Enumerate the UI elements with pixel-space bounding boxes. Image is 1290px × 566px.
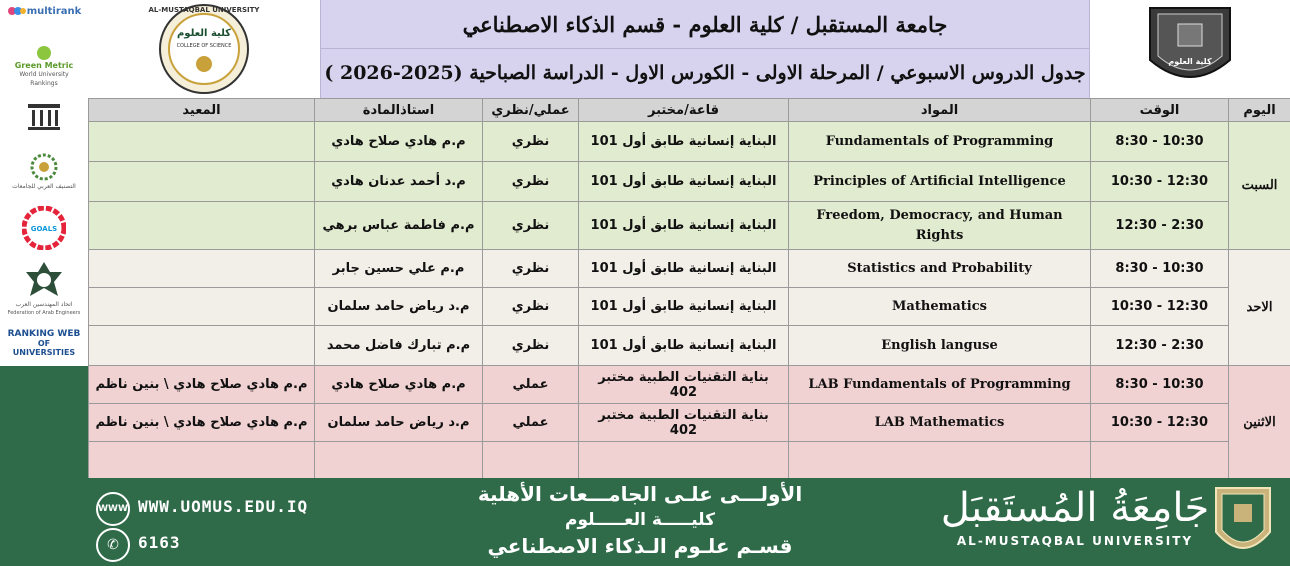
type-cell: نظري xyxy=(483,202,579,250)
room-cell: البناية إنسانية طابق أول 101 xyxy=(579,202,789,250)
assistant-cell xyxy=(89,442,315,480)
sdg-goals-logo xyxy=(6,204,82,252)
assistant-cell xyxy=(89,250,315,288)
instructor-cell: م.د رياض حامد سلمان xyxy=(315,288,483,326)
table-row xyxy=(89,404,1290,442)
time-cell: 10:30 - 12:30 xyxy=(1091,288,1229,326)
header-instructor: استاذالمادة xyxy=(315,99,483,122)
time-cell: 8:30 - 10:30 xyxy=(1091,250,1229,288)
type-cell xyxy=(483,442,579,480)
instructor-cell xyxy=(315,442,483,480)
instructor-cell: م.م علي حسين جابر xyxy=(315,250,483,288)
arab-ranking-label: التصنيف العربي للجامعات xyxy=(12,182,76,190)
footer-slogan xyxy=(400,480,880,560)
page-subtitle: جدول الدروس الاسبوعي / المرحلة الاولى - الكورس الاول - الدراسة الصباحية (2025-2026 ) xyxy=(324,62,1086,84)
phone-icon: ✆ xyxy=(96,528,130,562)
instructor-cell: م.م فاطمة عباس برهي xyxy=(315,202,483,250)
header-time: الوقت xyxy=(1091,99,1229,122)
instructor-cell: م.م هادي صلاح هادي xyxy=(315,366,483,404)
time-cell: 12:30 - 2:30 xyxy=(1091,202,1229,250)
greenmetric-icon xyxy=(34,45,54,61)
assistant-cell: م.م هادي صلاح هادي \ بنين ناظم xyxy=(89,366,315,404)
sdg-label: GOALS xyxy=(30,225,58,233)
day-monday: الاثنين xyxy=(1229,366,1290,480)
room-cell: البناية إنسانية طابق أول 101 xyxy=(579,162,789,202)
instructor-cell: م.د رياض حامد سلمان xyxy=(315,404,483,442)
university-crest-icon xyxy=(1212,484,1274,558)
footer-slogan-line-3: قسـم علـوم الـذكاء الاصطناعي xyxy=(487,534,793,558)
arab-engineers-label: اتحاد المهندسين العرب xyxy=(15,301,73,308)
time-cell: 8:30 - 10:30 xyxy=(1091,122,1229,162)
webometrics-line-2: OF UNIVERSITIES xyxy=(12,338,76,357)
arab-engineers-icon xyxy=(22,260,66,300)
type-cell: نظري xyxy=(483,288,579,326)
day-saturday: السبت xyxy=(1229,122,1290,250)
footer-slogan-line-1: الأولـــى علـى الجامـــعات الأهلية xyxy=(477,482,803,506)
type-cell: نظري xyxy=(483,122,579,162)
table-row xyxy=(89,366,1290,404)
subject-cell: Freedom, Democracy, and Human Rights xyxy=(789,202,1091,250)
sdg-wheel-icon xyxy=(22,206,66,250)
day-sunday: الاحد xyxy=(1229,250,1290,366)
multirank-label: multirank xyxy=(26,5,82,17)
www-globe-icon: WWW xyxy=(96,492,130,526)
time-cell: 12:30 - 2:30 xyxy=(1091,326,1229,366)
university-shield-text: كلية العلوم xyxy=(1168,57,1212,66)
subject-cell: English languse xyxy=(789,326,1091,366)
assistant-cell: م.م هادي صلاح هادي \ بنين ناظم xyxy=(89,404,315,442)
table-row xyxy=(89,122,1290,162)
header-day: اليوم xyxy=(1229,99,1290,122)
university-shield-icon xyxy=(1090,0,1290,98)
assistant-cell xyxy=(89,122,315,162)
type-cell: نظري xyxy=(483,162,579,202)
webometrics-line-1: RANKING WEB xyxy=(7,328,81,339)
time-cell: 8:30 - 10:30 xyxy=(1091,366,1229,404)
page-title: جامعة المستقبل / كلية العلوم - قسم الذكاء الاصطناعي xyxy=(320,0,1090,49)
assistant-cell xyxy=(89,162,315,202)
subject-cell: Statistics and Probability xyxy=(789,250,1091,288)
table-row xyxy=(89,162,1290,202)
greenmetric-sublabel: World University Rankings xyxy=(19,70,69,87)
time-cell: 10:30 - 12:30 xyxy=(1091,404,1229,442)
college-seal-en: COLLEGE OF SCIENCE xyxy=(176,43,232,49)
rankings-sidebar xyxy=(0,0,89,366)
instructor-cell: م.م تبارك فاضل محمد xyxy=(315,326,483,366)
college-seal-ar: كلية العلوم xyxy=(176,28,232,39)
room-cell: البناية إنسانية طابق أول 101 xyxy=(579,326,789,366)
table-row xyxy=(89,250,1290,288)
table-header-row xyxy=(89,99,1290,122)
assistant-cell xyxy=(89,202,315,250)
schedule-header xyxy=(88,0,1290,98)
header-type: عملي/نظري xyxy=(483,99,579,122)
type-cell: نظري xyxy=(483,250,579,288)
assistant-cell xyxy=(89,288,315,326)
university-name-arabic: جَامِعَةُ المُستَقبَل xyxy=(940,485,1210,531)
table-row xyxy=(89,442,1290,480)
type-cell: نظري xyxy=(483,326,579,366)
arab-ranking-logo xyxy=(6,148,82,194)
header-titles xyxy=(320,0,1090,98)
table-row xyxy=(89,288,1290,326)
university-brand xyxy=(940,482,1210,548)
room-cell: البناية إنسانية طابق أول 101 xyxy=(579,288,789,326)
header-subject: المواد xyxy=(789,99,1091,122)
university-name-english: AL-MUSTAQBAL UNIVERSITY xyxy=(956,534,1194,548)
room-cell: بناية التقنيات الطبية مختبر 402 xyxy=(579,366,789,404)
website-link[interactable]: WWW.UOMUS.EDU.IQ xyxy=(138,497,309,516)
time-cell xyxy=(1091,442,1229,480)
instructor-cell: م.م هادي صلاح هادي xyxy=(315,122,483,162)
university-logo-panel xyxy=(1089,0,1290,98)
arab-engineers-en-label: Federation of Arab Engineers xyxy=(7,310,81,316)
multirank-logo xyxy=(6,0,82,22)
college-seal-ring-text: AL-MUSTAQBAL UNIVERSITY xyxy=(148,6,260,14)
footer-slogan-line-2: كليـــــة العـــــلوم xyxy=(565,510,715,530)
type-cell: عملي xyxy=(483,404,579,442)
institution-building-icon xyxy=(6,100,82,134)
webometrics-logo xyxy=(6,330,82,356)
header-room: قاعة/مختبر xyxy=(579,99,789,122)
subject-cell: LAB Fundamentals of Programming xyxy=(789,366,1091,404)
laurel-icon xyxy=(27,152,61,182)
room-cell: البناية إنسانية طابق أول 101 xyxy=(579,250,789,288)
subject-cell: Fundamentals of Programming xyxy=(789,122,1091,162)
time-cell: 10:30 - 12:30 xyxy=(1091,162,1229,202)
phone-number[interactable]: 6163 xyxy=(138,533,181,552)
room-cell xyxy=(579,442,789,480)
subject-cell: Mathematics xyxy=(789,288,1091,326)
arab-engineers-logo xyxy=(6,258,82,320)
room-cell: بناية التقنيات الطبية مختبر 402 xyxy=(579,404,789,442)
college-of-science-seal-icon xyxy=(88,0,320,98)
type-cell: عملي xyxy=(483,366,579,404)
multirank-icon xyxy=(7,5,27,17)
greenmetric-logo xyxy=(6,42,82,90)
subject-cell xyxy=(789,442,1091,480)
room-cell: البناية إنسانية طابق أول 101 xyxy=(579,122,789,162)
footer-banner xyxy=(0,478,1290,566)
table-row xyxy=(89,202,1290,250)
college-logo-panel xyxy=(88,0,321,98)
header-assistant: المعيد xyxy=(89,99,315,122)
subject-cell: Principles of Artificial Intelligence xyxy=(789,162,1091,202)
subject-cell: LAB Mathematics xyxy=(789,404,1091,442)
greenmetric-label: Green Metric xyxy=(14,60,74,70)
table-row xyxy=(89,326,1290,366)
schedule-table xyxy=(88,98,1290,480)
assistant-cell xyxy=(89,326,315,366)
instructor-cell: م.د أحمد عدنان هادي xyxy=(315,162,483,202)
